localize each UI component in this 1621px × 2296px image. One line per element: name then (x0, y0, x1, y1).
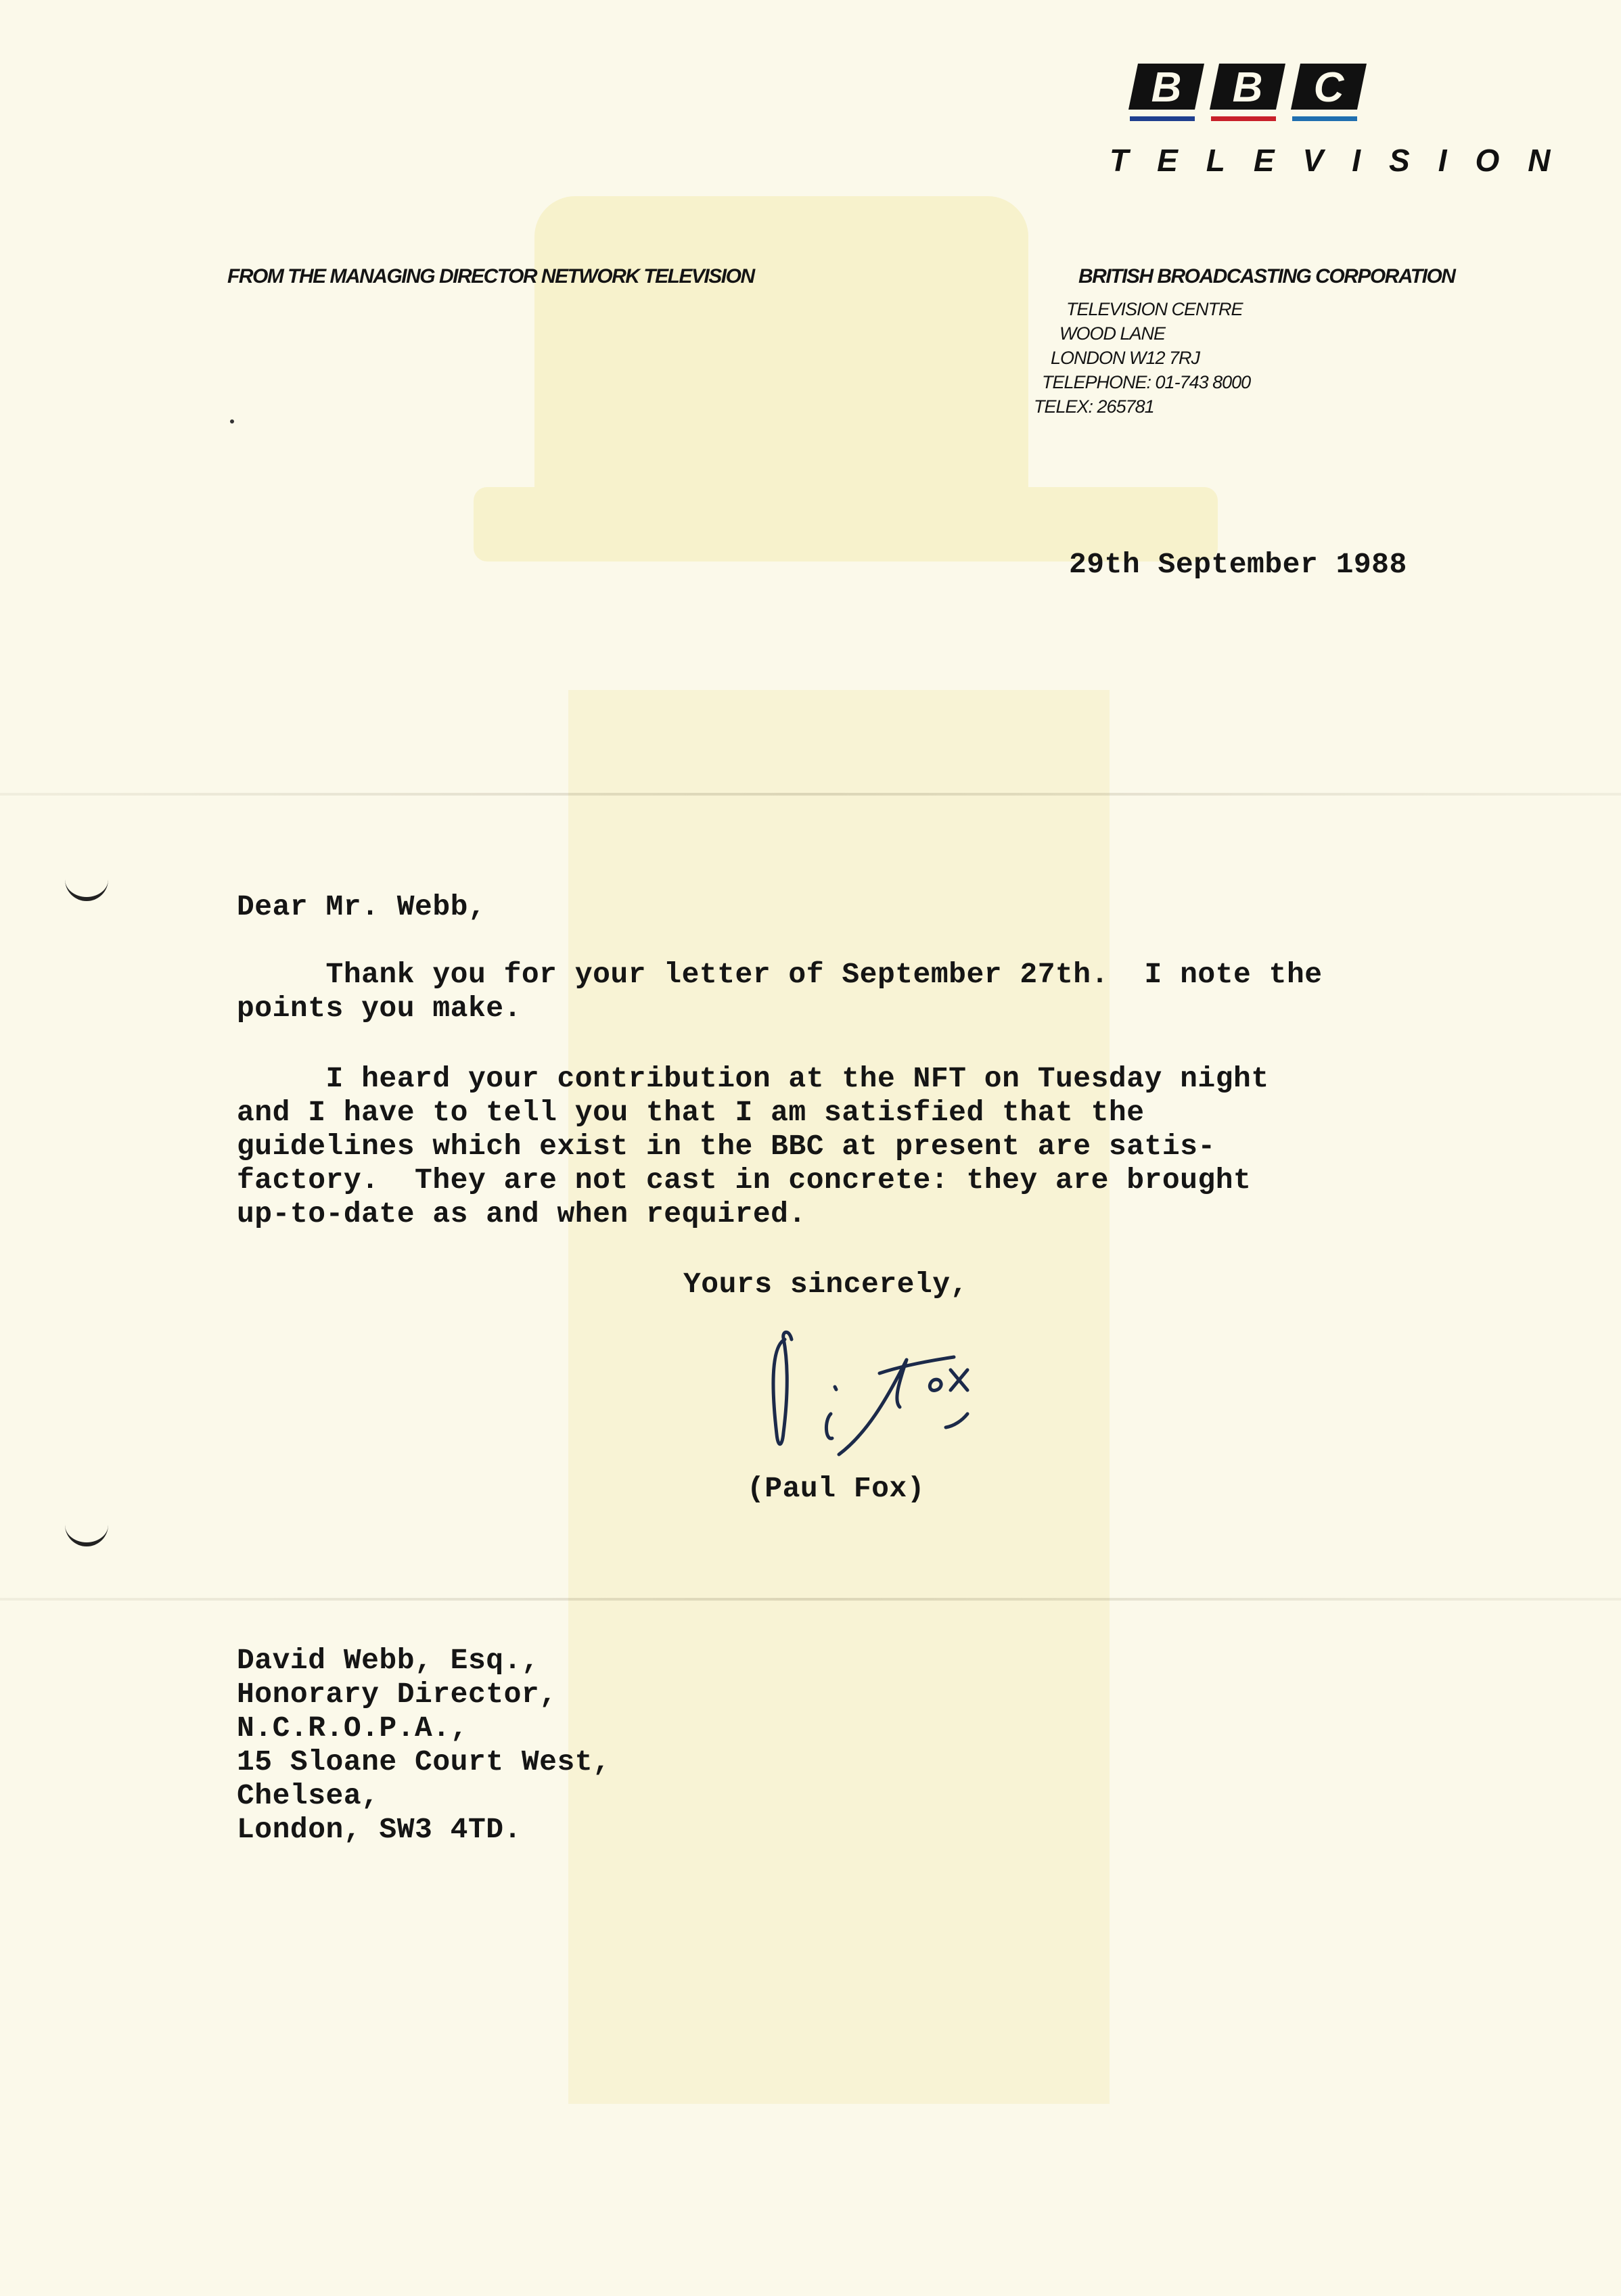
punch-hole-mark (65, 874, 108, 901)
handwritten-signature (764, 1319, 1049, 1482)
paper-speck (230, 419, 234, 423)
bbc-logo-block-2 (1210, 64, 1285, 121)
paper-fold-line (0, 1598, 1621, 1601)
paper-watermark-patch (534, 196, 1028, 487)
telephone-line: TELEPHONE: 01-743 8000 (1042, 372, 1251, 392)
body-paragraph-2: I heard your contribution at the NFT on Tuesday night and I have to tell you that I am satisfied that the guidelines which exist in the BBC at present are satis- factory. They are not cast in concrete: they are brought up-to-date as and when required. (237, 1062, 1269, 1231)
recipient-address: David Webb, Esq., Honorary Director, N.C.R.O.P.A., 15 Sloane Court West, Chelsea, London, SW3 4TD. (237, 1644, 611, 1846)
bbc-logo-block-1 (1128, 64, 1204, 121)
paper-fold-line (0, 793, 1621, 796)
salutation: Dear Mr. Webb, (237, 890, 486, 923)
logo-underline-blue (1130, 116, 1195, 121)
body-paragraph-1: Thank you for your letter of September 27th. I note the points you make. (237, 958, 1323, 1025)
bbc-television-wordmark: TELEVISION (1110, 143, 1579, 178)
address-line: TELEVISION CENTRE (1066, 299, 1243, 319)
address-line: LONDON W12 7RJ (1051, 348, 1200, 368)
letter-date: 29th September 1988 (1069, 548, 1407, 581)
bbc-logo (1128, 61, 1367, 135)
punch-hole-mark (65, 1519, 108, 1546)
closing-line: Yours sincerely, (683, 1268, 968, 1301)
logo-underline-light-blue (1292, 116, 1357, 121)
bbc-logo-letter-1: B (1151, 64, 1182, 111)
logo-underline-red (1211, 116, 1276, 121)
organization-name: BRITISH BROADCASTING CORPORATION (1078, 265, 1455, 288)
bbc-logo-letter-3: C (1313, 64, 1344, 111)
telex-line: TELEX: 265781 (1034, 396, 1154, 417)
signatory-name: (Paul Fox) (747, 1472, 926, 1505)
bbc-logo-block-3 (1291, 64, 1367, 121)
bbc-logo-letter-2: B (1232, 64, 1263, 111)
department-line: FROM THE MANAGING DIRECTOR NETWORK TELEVISION (227, 265, 754, 288)
address-line: WOOD LANE (1059, 323, 1166, 344)
